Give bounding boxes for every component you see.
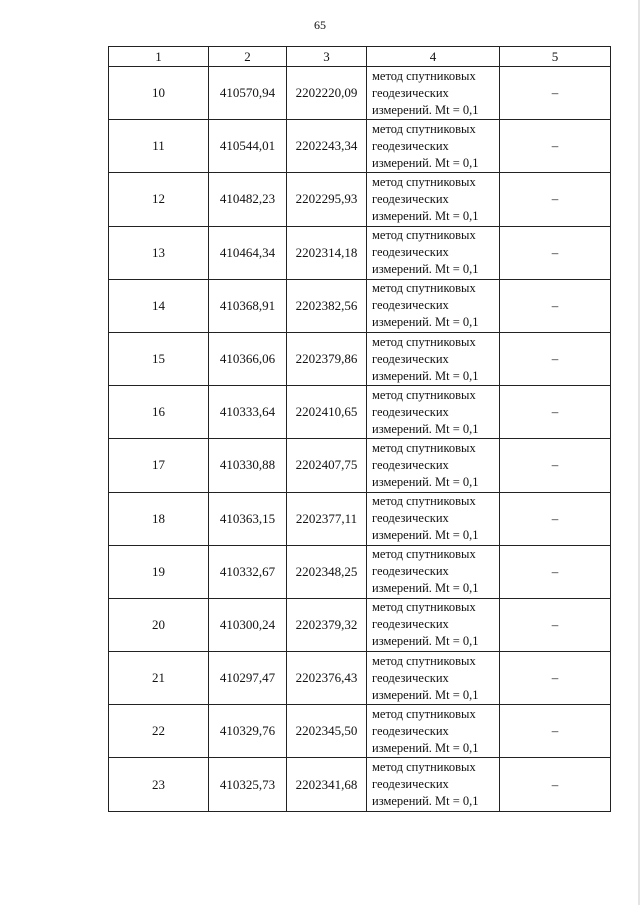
method-line-3: измерений. Mt = 0,1 xyxy=(372,634,479,649)
method-cell xyxy=(367,120,500,173)
method-line-1: метод спутниковых xyxy=(372,706,476,721)
point-number-cell: 17 xyxy=(109,439,209,492)
note-cell: – xyxy=(500,67,611,120)
y-coordinate-cell: 2202295,93 xyxy=(287,173,367,226)
column-header: 4 xyxy=(367,47,500,67)
method-line-3: измерений. Mt = 0,1 xyxy=(372,102,479,117)
table-row xyxy=(109,279,611,332)
note-cell: – xyxy=(500,545,611,598)
method-line-2: геодезических xyxy=(372,138,449,153)
method-line-2: геодезических xyxy=(372,617,449,632)
method-line-1: метод спутниковых xyxy=(372,494,476,509)
method-line-3: измерений. Mt = 0,1 xyxy=(372,262,479,277)
note-cell: – xyxy=(500,598,611,651)
column-header: 5 xyxy=(500,47,611,67)
method-line-1: метод спутниковых xyxy=(372,600,476,615)
method-line-2: геодезических xyxy=(372,723,449,738)
method-cell xyxy=(367,439,500,492)
note-cell: – xyxy=(500,279,611,332)
x-coordinate-cell: 410363,15 xyxy=(209,492,287,545)
note-cell: – xyxy=(500,120,611,173)
table-row xyxy=(109,173,611,226)
method-line-2: геодезических xyxy=(372,85,449,100)
method-cell xyxy=(367,386,500,439)
table-row xyxy=(109,67,611,120)
y-coordinate-cell: 2202243,34 xyxy=(287,120,367,173)
column-header: 2 xyxy=(209,47,287,67)
point-number-cell: 19 xyxy=(109,545,209,598)
point-number-cell: 10 xyxy=(109,67,209,120)
point-number-cell: 13 xyxy=(109,226,209,279)
x-coordinate-cell: 410482,23 xyxy=(209,173,287,226)
page-number: 65 xyxy=(314,18,326,32)
point-number-cell: 14 xyxy=(109,279,209,332)
note-cell: – xyxy=(500,386,611,439)
point-number-cell: 21 xyxy=(109,652,209,705)
method-line-1: метод спутниковых xyxy=(372,440,476,455)
y-coordinate-cell: 2202410,65 xyxy=(287,386,367,439)
method-cell xyxy=(367,173,500,226)
x-coordinate-cell: 410464,34 xyxy=(209,226,287,279)
method-line-3: измерений. Mt = 0,1 xyxy=(372,740,479,755)
note-cell: – xyxy=(500,705,611,758)
y-coordinate-cell: 2202382,56 xyxy=(287,279,367,332)
method-line-1: метод спутниковых xyxy=(372,387,476,402)
method-line-3: измерений. Mt = 0,1 xyxy=(372,794,479,809)
method-line-1: метод спутниковых xyxy=(372,653,476,668)
note-cell: – xyxy=(500,439,611,492)
y-coordinate-cell: 2202377,11 xyxy=(287,492,367,545)
table-row xyxy=(109,652,611,705)
y-coordinate-cell: 2202407,75 xyxy=(287,439,367,492)
method-line-1: метод спутниковых xyxy=(372,121,476,136)
y-coordinate-cell: 2202220,09 xyxy=(287,67,367,120)
method-cell xyxy=(367,67,500,120)
x-coordinate-cell: 410368,91 xyxy=(209,279,287,332)
table-row xyxy=(109,120,611,173)
method-line-3: измерений. Mt = 0,1 xyxy=(372,155,479,170)
x-coordinate-cell: 410332,67 xyxy=(209,545,287,598)
y-coordinate-cell: 2202348,25 xyxy=(287,545,367,598)
column-header: 3 xyxy=(287,47,367,67)
note-cell: – xyxy=(500,758,611,811)
method-cell xyxy=(367,598,500,651)
table-header-row xyxy=(109,47,611,67)
method-line-3: измерений. Mt = 0,1 xyxy=(372,421,479,436)
method-line-3: измерений. Mt = 0,1 xyxy=(372,528,479,543)
x-coordinate-cell: 410570,94 xyxy=(209,67,287,120)
method-line-2: геодезических xyxy=(372,457,449,472)
method-cell xyxy=(367,492,500,545)
x-coordinate-cell: 410325,73 xyxy=(209,758,287,811)
table-row xyxy=(109,598,611,651)
method-line-1: метод спутниковых xyxy=(372,334,476,349)
table-row xyxy=(109,705,611,758)
method-line-3: измерений. Mt = 0,1 xyxy=(372,368,479,383)
point-number-cell: 20 xyxy=(109,598,209,651)
y-coordinate-cell: 2202314,18 xyxy=(287,226,367,279)
point-number-cell: 15 xyxy=(109,332,209,385)
y-coordinate-cell: 2202341,68 xyxy=(287,758,367,811)
y-coordinate-cell: 2202345,50 xyxy=(287,705,367,758)
method-line-1: метод спутниковых xyxy=(372,68,476,83)
y-coordinate-cell: 2202379,32 xyxy=(287,598,367,651)
method-line-3: измерений. Mt = 0,1 xyxy=(372,208,479,223)
note-cell: – xyxy=(500,492,611,545)
x-coordinate-cell: 410366,06 xyxy=(209,332,287,385)
method-line-2: геодезических xyxy=(372,298,449,313)
method-line-2: геодезических xyxy=(372,511,449,526)
method-line-2: геодезических xyxy=(372,351,449,366)
point-number-cell: 12 xyxy=(109,173,209,226)
method-line-3: измерений. Mt = 0,1 xyxy=(372,687,479,702)
x-coordinate-cell: 410333,64 xyxy=(209,386,287,439)
x-coordinate-cell: 410300,24 xyxy=(209,598,287,651)
method-line-3: измерений. Mt = 0,1 xyxy=(372,474,479,489)
note-cell: – xyxy=(500,226,611,279)
point-number-cell: 22 xyxy=(109,705,209,758)
note-cell: – xyxy=(500,332,611,385)
table-row xyxy=(109,226,611,279)
method-cell xyxy=(367,652,500,705)
method-line-3: измерений. Mt = 0,1 xyxy=(372,581,479,596)
method-cell xyxy=(367,758,500,811)
method-line-2: геодезических xyxy=(372,777,449,792)
point-number-cell: 18 xyxy=(109,492,209,545)
x-coordinate-cell: 410544,01 xyxy=(209,120,287,173)
y-coordinate-cell: 2202376,43 xyxy=(287,652,367,705)
table-row xyxy=(109,332,611,385)
x-coordinate-cell: 410329,76 xyxy=(209,705,287,758)
table-row xyxy=(109,439,611,492)
note-cell: – xyxy=(500,652,611,705)
method-line-2: геодезических xyxy=(372,564,449,579)
point-number-cell: 16 xyxy=(109,386,209,439)
y-coordinate-cell: 2202379,86 xyxy=(287,332,367,385)
note-cell: – xyxy=(500,173,611,226)
method-line-1: метод спутниковых xyxy=(372,281,476,296)
method-line-2: геодезических xyxy=(372,404,449,419)
method-cell xyxy=(367,705,500,758)
method-cell xyxy=(367,226,500,279)
table-row xyxy=(109,386,611,439)
table-row xyxy=(109,492,611,545)
point-number-cell: 23 xyxy=(109,758,209,811)
point-number-cell: 11 xyxy=(109,120,209,173)
method-line-1: метод спутниковых xyxy=(372,228,476,243)
column-header: 1 xyxy=(109,47,209,67)
method-line-1: метод спутниковых xyxy=(372,760,476,775)
method-line-3: измерений. Mt = 0,1 xyxy=(372,315,479,330)
x-coordinate-cell: 410297,47 xyxy=(209,652,287,705)
x-coordinate-cell: 410330,88 xyxy=(209,439,287,492)
method-cell xyxy=(367,332,500,385)
method-cell xyxy=(367,279,500,332)
method-line-2: геодезических xyxy=(372,191,449,206)
table-row xyxy=(109,758,611,811)
method-line-1: метод спутниковых xyxy=(372,547,476,562)
method-line-2: геодезических xyxy=(372,245,449,260)
method-line-1: метод спутниковых xyxy=(372,174,476,189)
coordinates-table xyxy=(108,46,611,812)
table-row xyxy=(109,545,611,598)
method-cell xyxy=(367,545,500,598)
method-line-2: геодезических xyxy=(372,670,449,685)
